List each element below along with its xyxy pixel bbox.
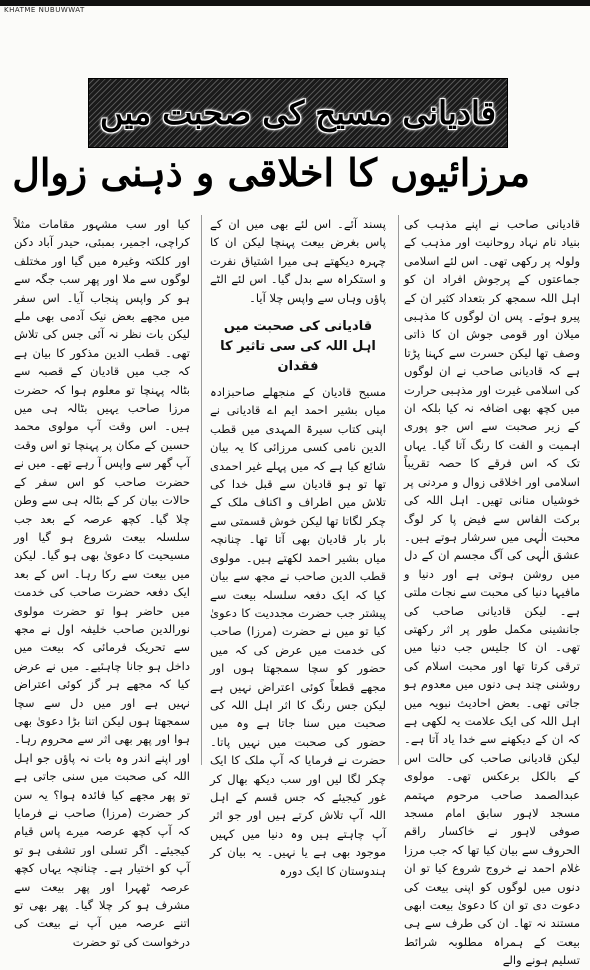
section-subheading: قادیانی کی صحبت میں اہل اللہ کی سی تاثیر کا فقدان: [220, 319, 376, 375]
title-banner: [88, 78, 508, 148]
column-right: [404, 215, 580, 968]
column-middle: [210, 215, 386, 878]
column-right-text: قادیانی صاحب نے اپنے مذہب کی بنیاد نام نہاد روحانیت اور مذہب کے ولولہ پر رکھی تھی۔ اس لئے اسلامی جماعتوں کے پرجوش افراد ان کو اہل اللہ سمجھ کر بتعداد کثیر ان کے پیرو ہوئے۔ پس ان لوگوں کا مذہبی میلان اور قومی جوش ان کا ذاتی وصف تھا لیکن حسرت سے کہنا پڑتا ہے کہ قادیانی صاحب نے ان لوگوں کی اسلامی غیرت اور مذہبی حرارت میں کچھ بھی اضافہ نہ کیا بلکہ ان کے زیر صحبت سے اس جو پوری اہمیت و الفت کا رنگ آتا گیا۔ یہاں تک کہ اس فرقے کا حصہ تقریباً اسلامی اور اخلاقی زوال و مردنی پر خوشیاں منانی تھیں۔ اہل اللہ کی برکت الفاس سے فیض پا کر لوگ محبت الٰہی میں سرشار ہوتے ہیں۔ عشق الٰہی کی آگ مجسم ان کے دل میں روشن ہوتی ہے اور دنیا و مافیہا دنیا کی محبت سے نجات ملتی ہے۔ لیکن قادیانی صاحب کی جانشینی مکمل طور پر اثر رکھتی تھی۔ ان کا جلیس جب دنیا میں ترقی کرتا تھا اور محبت اسلام کی روشنی چند ہی دنوں میں معدوم ہو جاتی تھی۔ بعض احادیث نبویہ میں اہل اللہ کی ایک علامت یہ لکھی ہے کہ ان کے دیکھنے سے خدا یاد آتا ہے۔ لیکن قادیانی صاحب کی حالت اس کے بالکل برعکس تھی۔ مولوی عبدالصمد صاحب مرحوم مہتمم مسجد لاہور سابق امام مسجد صوفی لاہور نے خاکسار راقم الحروف سے بیان کیا تھا کہ جب مرزا غلام احمد نے خروج شروع کیا تو ان دنوں میں لوگوں کو اپنی بیعت کی دعوت دی تو ان کا دعویٰ بیعت ابھی مستند نہ تھا۔ ان کی طرف سے ہی بیعت کے ہمراہ مطلوبہ شرائط تسلیم ہونے والے: [404, 217, 580, 968]
column-left-text: کیا اور سب مشہور مقامات مثلاً کراچی، اجمیر، بمبئی، حیدر آباد دکن اور کلکتہ وغیرہ میں گیا اور مختلف لوگوں سے ملا اور پھر سب جگہ سے ہو کر واپس پنجاب آیا۔ اس سفر میں مجھے بعض نیک آدمی بھی ملے لیکن بات نظر نہ آئی جس کی تلاش تھی۔ قطب الدین مذکور کا بیان ہے کہ جب میں قادیان کے قصبہ سے بٹالہ پہنچا تو معلوم ہوا کہ حضرت مرزا صاحب یہیں بٹالہ ہی میں ہیں۔ اس وقت آپ مولوی محمد حسین کے مکان پر پہنچا تو اس وقت آپ گھر سے واپس آ رہے تھے۔ میں نے حضرت صاحب کو اس سفر کے حالات بیان کر کے بٹالہ ہی سے وطن چلا گیا۔ کچھ عرصہ کے بعد جب سلسلہ بیعت شروع ہو گیا اور مسیحیت کا دعویٰ بھی ہو گیا۔ لیکن میں بیعت سے رکا رہا۔ اس کے بعد ایک دفعہ حضرت صاحب کی خدمت میں حاضر ہوا تو حضرت مولوی نورالدین صاحب خلیفہ اول نے مجھ سے تحریک فرمائی کہ بیعت میں داخل ہو جانا چاہئیے۔ میں نے عرض کیا کہ مجھے ہر گز کوئی اعتراض نہیں ہے اور میں دل سے سچا سمجھتا ہوں لیکن اتنا بڑا دعویٰ بھی ہوا اور پھر بھی اثر سے محروم رہا۔ اور اپنے اندر وہ بات نہ پاؤں جو اہل اللہ کی صحبت میں سنی جاتی ہے تو پھر مجھے کیا فائدہ ہوا؟ یہ سن کر حضرت (مرزا) صاحب نے فرمایا کہ آپ کچھ عرصہ میرے پاس قیام کیجیئے۔ اگر تسلی اور تشفی ہو تو آپ کو اختیار ہے۔ چنانچہ یہاں کچھ عرصہ ٹھہرا اور پھر بیعت سے مشرف ہو کر چلا گیا۔ پھر بھی تو اتنے عرصہ میں آپ نے بیعت کی درخواست کی تو حضرت: [14, 217, 190, 949]
column-middle-top-text: پسند آئے۔ اس لئے بھی میں ان کے پاس بغرض بیعت پہنچا لیکن ان کا چہرہ دیکھتے ہی میرا اشتیاق نفرت و استکراہ سے بدل گیا۔ اس لئے الٹے پاؤں وہاں سے واپس چلا آیا۔: [210, 217, 386, 305]
column-divider-left: [201, 215, 202, 765]
banner-title: قادیانی مسیح کی صحبت میں: [99, 94, 497, 132]
title-banner-inner: [99, 89, 497, 137]
column-left: [14, 215, 190, 949]
header-text: KHATME NUBUWWAT: [4, 6, 85, 14]
header-rule: [0, 0, 590, 6]
column-middle-bottom-text: مسیح قادیان کے منجھلے صاحبزادہ میاں بشیر احمد ایم اے قادیانی نے اپنی کتاب سیرۃ المہدی میں قطب الدین نامی کسی مرزائی کا یہ بیان شائع کیا ہے کہ میں پہلے غیر احمدی تھا تو ہو قادیان سے قبل خدا کی تلاش میں اطراف و اکناف ملک کے چکر لگاتا تھا لیکن خوش قسمتی سے بار بار قادیان بھی آتا تھا۔ چنانچہ میاں بشیر احمد لکھتے ہیں۔ مولوی قطب الدین صاحب نے مجھ سے بیان کیا کہ ایک دفعہ سلسلہ بیعت سے پیشتر جب حضرت مجددیت کا دعویٰ کیا تو میں نے حضرت (مرزا) صاحب کی خدمت میں عرض کی کہ میں حضور کو سچا سمجھتا ہوں اور مجھے قطعاً کوئی اعتراض نہیں ہے لیکن جس رنگ کا اثر اہل اللہ کی صحبت میں سنا جاتا ہے وہ میں حضور کی صحبت میں نہیں پاتا۔ حضرت نے فرمایا کہ آپ ملک کا ایک چکر لگا لیں اور سب دیکھ بھال کر غور کیجیئے کہ جس قسم کے اہل اللہ آپ تلاش کرتے ہیں اور جو اثر آپ چاہتے ہیں وہ دنیا میں کہیں موجود بھی ہے یا نہیں۔ یہ بیان کر ہندوستان کا ایک دورہ: [210, 385, 386, 878]
article-headline: مرزائیوں کا اخلاقی و ذہنی زوال: [12, 150, 530, 195]
column-divider-right: [398, 215, 399, 765]
